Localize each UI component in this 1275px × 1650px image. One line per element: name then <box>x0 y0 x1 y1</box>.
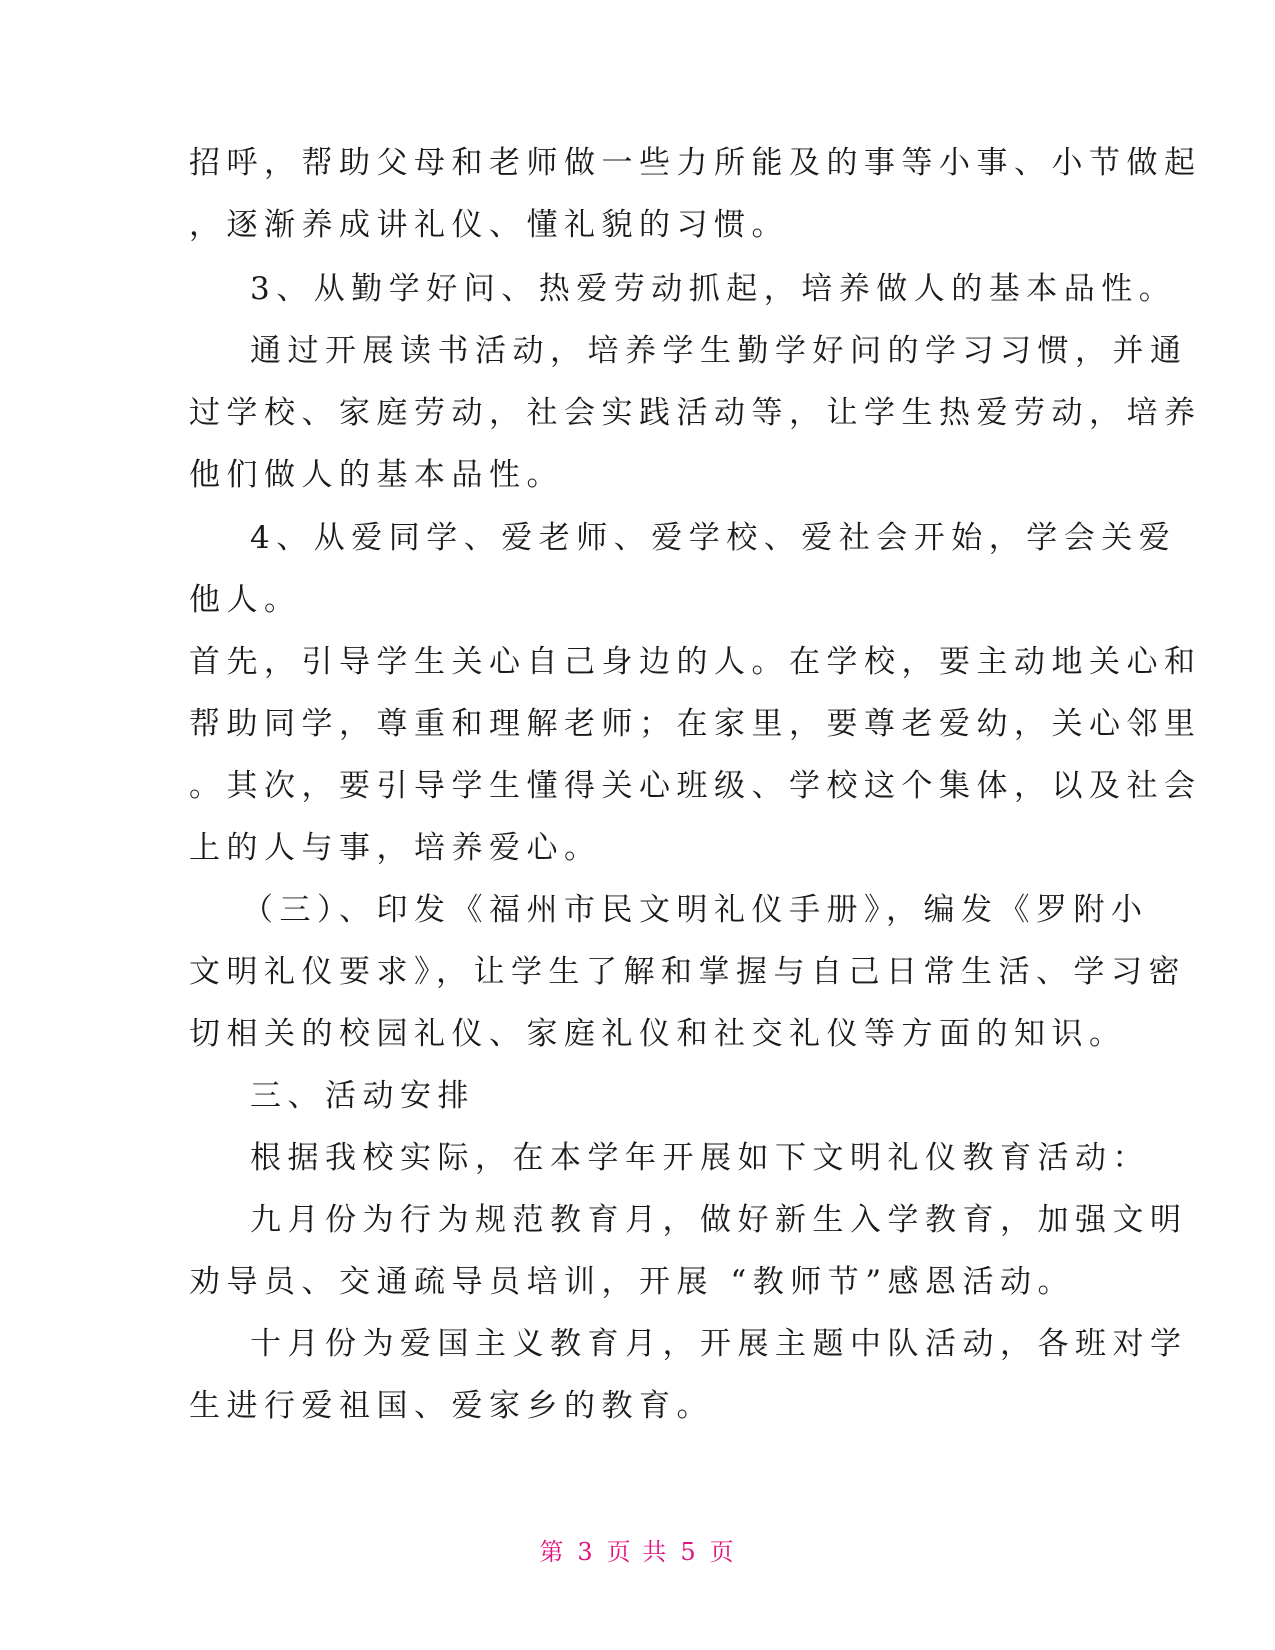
text-line-14: 文明礼仪要求》，让学生了解和掌握与自己日常生活、学习密 <box>189 954 1186 990</box>
text-line-2: ，逐渐养成讲礼仪、懂礼貌的习惯。 <box>189 207 789 243</box>
text-line-18: 九月份为行为规范教育月，做好新生入学教育，加强文明 <box>250 1202 1188 1238</box>
text-line-1: 招呼，帮助父母和老师做一些力所能及的事等小事、小节做起 <box>189 145 1202 181</box>
text-line-8: 他人。 <box>189 582 302 618</box>
text-line-15: 切相关的校园礼仪、家庭礼仪和社交礼仪等方面的知识。 <box>189 1016 1127 1052</box>
text-line-7: 4、从爱同学、爱老师、爱学校、爱社会开始，学会关爱 <box>250 520 1177 556</box>
page-prefix: 第 <box>539 1538 566 1566</box>
text-line-13: （三）、印发《福州市民文明礼仪手册》，编发《罗附小 <box>242 892 1149 928</box>
text-line-3: 3、从勤学好问、热爱劳动抓起，培养做人的基本品性。 <box>250 271 1177 307</box>
text-line-19: 劝导员、交通疏导员培训，开展 “教师节”感恩活动。 <box>189 1264 1076 1300</box>
text-line-10: 帮助同学，尊重和理解老师；在家里，要尊老爱幼，关心邻里 <box>189 706 1202 742</box>
page-current: 3 <box>577 1538 595 1566</box>
section-heading: 三、活动安排 <box>250 1078 475 1114</box>
page-suffix: 页 <box>709 1538 736 1566</box>
text-line-11: 。其次，要引导学生懂得关心班级、学校这个集体，以及社会 <box>189 768 1202 804</box>
page-number-footer <box>0 1532 1275 1567</box>
text-line-5: 过学校、家庭劳动，社会实践活动等，让学生热爱劳动，培养 <box>189 395 1202 431</box>
text-line-4: 通过开展读书活动，培养学生勤学好问的学习习惯，并通 <box>250 333 1188 369</box>
text-line-12: 上的人与事，培养爱心。 <box>189 830 602 866</box>
text-line-20: 十月份为爱国主义教育月，开展主题中队活动，各班对学 <box>250 1326 1188 1362</box>
text-line-21: 生进行爱祖国、爱家乡的教育。 <box>189 1388 714 1424</box>
text-line-9: 首先，引导学生关心自己身边的人。在学校，要主动地关心和 <box>189 644 1202 680</box>
page-total: 5 <box>680 1538 698 1566</box>
text-line-6: 他们做人的基本品性。 <box>189 457 564 493</box>
page-mid: 页 共 <box>606 1538 669 1566</box>
text-line-17: 根据我校实际，在本学年开展如下文明礼仪教育活动： <box>250 1140 1150 1176</box>
